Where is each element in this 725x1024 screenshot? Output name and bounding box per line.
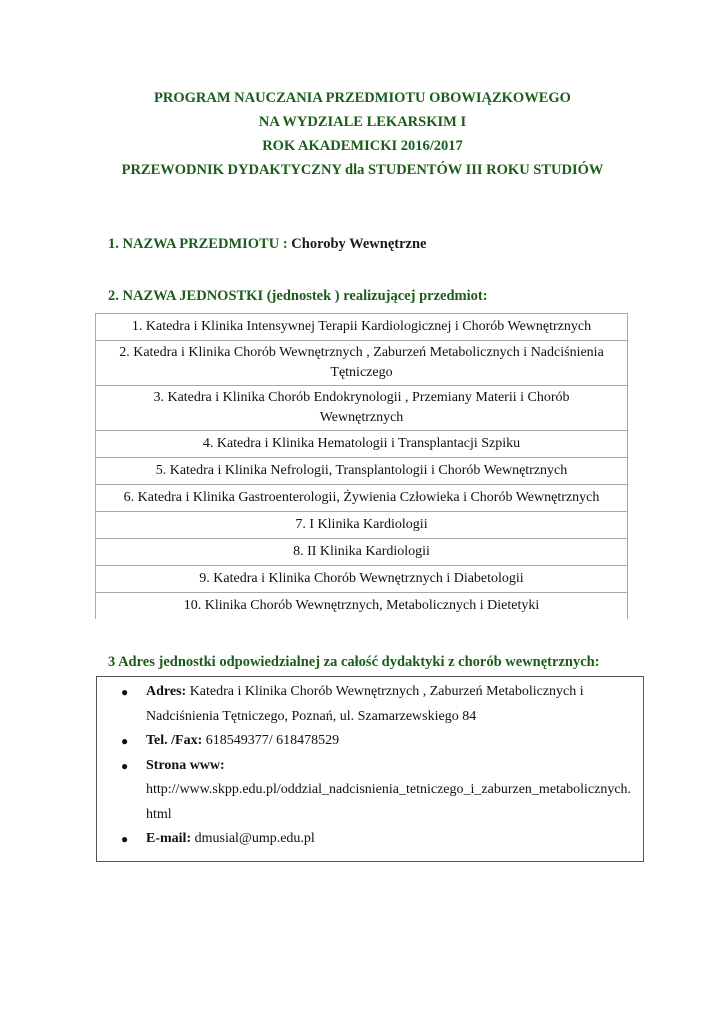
- title-line-2: NA WYDZIALE LEKARSKIM I: [258, 114, 467, 130]
- address-label: Adres:: [146, 684, 187, 699]
- bullet-icon: ●: [121, 758, 129, 773]
- website-label: Strona www:: [146, 757, 225, 773]
- bullet-icon: ●: [121, 734, 129, 748]
- address-box: [96, 676, 644, 862]
- subject-name: Choroby Wewnętrzne: [291, 236, 427, 252]
- unit-row: 1. Katedra i Klinika Intensywnej Terapii Kardiologicznej i Chorób Wewnętrznych: [95, 313, 628, 340]
- address-item: [97, 680, 643, 729]
- bullet-icon: ●: [121, 832, 129, 846]
- phone-label: Tel. /Fax:: [146, 733, 203, 748]
- unit-row: 2. Katedra i Klinika Chorób Wewnętrznych , Zaburzeń Metabolicznych i Nadciśnienia Tętniczego: [95, 340, 628, 385]
- website-link[interactable]: http://www.skpp.edu.pl/oddzial_nadcisnienia_tetniczego_i_zaburzen_metabolicznych.html: [146, 782, 632, 822]
- unit-row: 4. Katedra i Klinika Hematologii i Transplantacji Szpiku: [95, 430, 628, 457]
- section-2-heading: 2. NAZWA JEDNOSTKI (jednostek ) realizującej przedmiot:: [108, 288, 488, 304]
- title-line-4: PRZEWODNIK DYDAKTYCZNY dla STUDENTÓW III ROKU STUDIÓW: [121, 162, 604, 178]
- address-value: Katedra i Klinika Chorób Wewnętrznych , Zaburzeń Metabolicznych i Nadciśnienia Tętniczego, Poznań, ul. Szamarzewskiego 84: [146, 684, 584, 724]
- unit-row: 5. Katedra i Klinika Nefrologii, Transplantologii i Chorób Wewnętrznych: [95, 457, 628, 484]
- unit-row: 9. Katedra i Klinika Chorób Wewnętrznych i Diabetologii: [95, 565, 628, 592]
- section-1-label: 1. NAZWA PRZEDMIOTU :: [108, 236, 292, 252]
- unit-row: 7. I Klinika Kardiologii: [95, 511, 628, 538]
- units-table: [95, 313, 628, 619]
- unit-row: 10. Klinika Chorób Wewnętrznych, Metabolicznych i Dietetyki: [95, 592, 628, 619]
- phone-item: [97, 729, 643, 754]
- bullet-icon: ●: [121, 685, 129, 699]
- phone-value: 618549377/ 618478529: [205, 733, 340, 748]
- document-title: [0, 86, 725, 182]
- unit-row: 3. Katedra i Klinika Chorób Endokrynologii , Przemiany Materii i Chorób Wewnętrznych: [95, 385, 628, 430]
- contact-list: [97, 680, 643, 852]
- email-link[interactable]: dmusial@ump.edu.pl: [194, 831, 315, 846]
- unit-row: 8. II Klinika Kardiologii: [95, 538, 628, 565]
- title-line-3: ROK AKADEMICKI 2016/2017: [262, 138, 463, 154]
- title-line-1: PROGRAM NAUCZANIA PRZEDMIOTU OBOWIĄZKOWEGO: [154, 90, 571, 106]
- email-label: E-mail:: [146, 831, 192, 846]
- section-3-heading: 3 Adres jednostki odpowiedzialnej za całość dydaktyki z chorób wewnętrznych:: [108, 654, 600, 670]
- unit-row: 6. Katedra i Klinika Gastroenterologii, Żywienia Człowieka i Chorób Wewnętrznych: [95, 484, 628, 511]
- website-item: [97, 754, 643, 828]
- section-1-heading: [108, 236, 426, 253]
- email-item: [97, 827, 643, 852]
